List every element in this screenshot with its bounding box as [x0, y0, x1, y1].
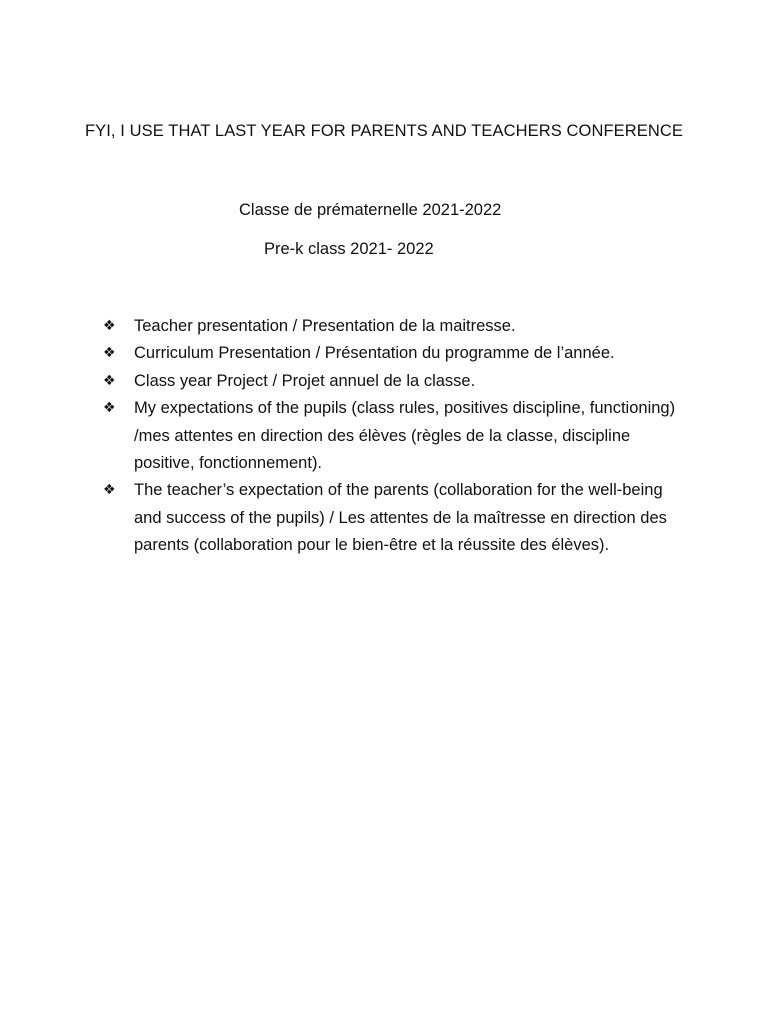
agenda-item-parent-expectations	[100, 477, 690, 559]
class-title-english: Pre-k class 2021- 2022	[264, 240, 434, 258]
agenda-list	[100, 313, 690, 560]
conference-note: FYI, I USE THAT LAST YEAR FOR PARENTS AND TEACHERS CONFERENCE	[84, 122, 684, 140]
diamond-bullet-icon: ❖	[103, 482, 116, 499]
diamond-bullet-icon: ❖	[103, 372, 116, 389]
agenda-item-curriculum-presentation	[100, 340, 690, 367]
agenda-item-pupil-expectations	[100, 395, 690, 477]
agenda-item-class-year-project	[100, 368, 690, 395]
agenda-item-text: The teacher’s expectation of the parents (collaboration for the well-being and success of the pupils) / Les attentes de la maîtresse en direction des parents (collaboration pour le bien-être et la réussite des élèves).	[134, 481, 667, 555]
agenda-item-text: Curriculum Presentation / Présentation du programme de l’année.	[134, 344, 615, 363]
diamond-bullet-icon: ❖	[103, 345, 116, 362]
agenda-item-teacher-presentation	[100, 313, 690, 340]
agenda-item-text: My expectations of the pupils (class rules, positives discipline, functioning) /mes attentes en direction des élèves (règles de la classe, discipline positive, fonctionnement).	[134, 399, 676, 473]
diamond-bullet-icon: ❖	[103, 318, 116, 334]
class-title-french: Classe de prématernelle 2021-2022	[239, 201, 502, 219]
diamond-bullet-icon: ❖	[103, 400, 116, 417]
agenda-item-text: Teacher presentation / Presentation de la maitresse.	[134, 317, 516, 335]
agenda-item-text: Class year Project / Projet annuel de la classe.	[134, 371, 476, 390]
